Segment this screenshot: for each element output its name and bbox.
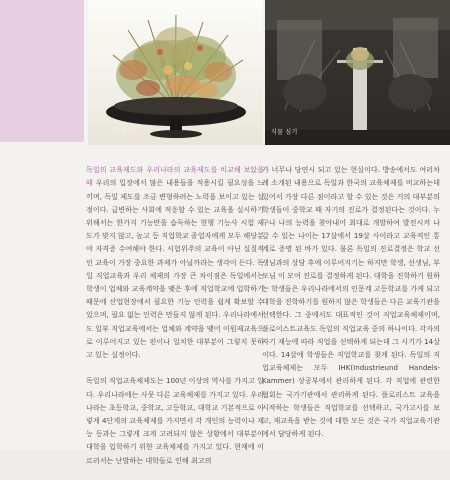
decorative-pink-strip <box>0 0 84 142</box>
plant-display-photo <box>265 0 450 145</box>
left-photo-caption: Strauss <box>112 127 137 134</box>
floral-arrangement-photo <box>88 0 263 145</box>
right-paragraph-1: 가 너무나 당연시 되고 있는 현실이다. 방송에서도 여러차례 소개된 내용으로 독일과 한국의 교육체제를 비교하는데 있어서 가장 다른 점이라고 할 수 있는 것은 거의 대부분의 학생들이 중학교 때 자기의 진로가 결정된다는 것이다. 누구나 나의 능력을 찾아내어 최대로 개발하여 발전시켜 나갈 수 있는 나이는 17살에서 19살 사이라고 교육적인 통계로 증명 된 바가 있다. 물론 독일의 진로결정은 학교 선생님과의 상담 후에 이루어지기는 하지만 학생, 선생님, 부모님 이 모여 진로를 결정하게 된다. 대학을 진학하기 원하는 학생들은 우리나라에서의 인문계 고등학교를 가게 되고 대학을 진학하기를 원하지 않은 학생들은 다른 교육기관을 선택한다. 그 중에서도 대표적인 것이 직업교육체제이며, 플로이스트교육도 독일의 직업교육 중의 하나이다. 각자의 자기 재능에 따라 직업을 선택하게 되는데 그 시기가 14살이다. 14살에 학생들은 직업학교를 찾게 된다. 독일의 직업교육체제는 모두 IHK(Industrieund Handels-Kammer) 상공부에서 관리하게 된다. 각 직업에 관련한 협회는 국가기관에서 관리하게 된다. 플로리스트 교육을 시작하는 학생들은 직업학교를 선택하고, 국가고시를 보고, 재교육을 받는 것에 대한 모든 것은 국가 직업교육기관에서 담당하게 된다. <box>262 165 440 439</box>
left-paragraph-1: 우리의 입장에서 많은 내용들을 적용시킬 필요성을 느끼며, 독일 제도를 조금 변형하려는 노력을 보이고 있는 실정이다. 급변하는 사회에 적응할 수 있는 교육을 실시하기 위해서는 한가지 기능만을 습득하는 현행 기능사 시험 제도가 맞지 않고, 높고 등 직업학교 졸업자에게 모두 해당분야 자격증 수여해야 한다. 시험위주의 교육이 아닌 실질적인 교육이 가장 중요한 과제가 아닐까라는 생각이 든다. 독일 직업교육과 우리 체제의 가장 큰 차이점은 독일에서는 학생이 업체와 교육계약을 맺은 후에 직업학교에 입학하기 때문에 산업현장에서 필요한 기능 인력을 쉽게 확보할 수 있으며, 필요 없는 인력은 만들지 않게 된다. 우리나라에서도 일부 직업교육에서는 업체와 계약을 맺어 이원제교육으로 이루어지고 있는 편이나 일치한 대부분이 그렇지 못하고 있는 실정이다. <box>86 178 264 360</box>
plant-display-illustration <box>265 0 450 145</box>
floral-arrangement-illustration <box>88 0 263 145</box>
article-right-column <box>262 150 440 454</box>
article-left-column <box>86 150 264 480</box>
left-paragraph-2: 독일의 직업교육체제도는 100년 이상의 역사를 가지고 있다. 우리나라에는 사뭇 다른 교육체제를 가지고 있다. 우리나라는 초등학교, 중학교, 고등학교, 대학교 기본적으로 이렇게 4단계의 교육체제를 가지면서 각 개인의 능력이나 재능 등과는 그렇게 크게 고려되지 않은 상황에서 대부분이 대학을 입학하기 위한 교육체제를 가지고 있다. 현재에 이르러서는 난발하는 대학들로 인해 최고의 <box>86 376 264 465</box>
lead-text: 독일의 교육제도와 우리나라의 교육제도를 비교해 보았을 때 <box>86 165 264 188</box>
left-column-text <box>86 163 264 361</box>
right-photo-caption: 식물 심기 <box>271 129 298 136</box>
